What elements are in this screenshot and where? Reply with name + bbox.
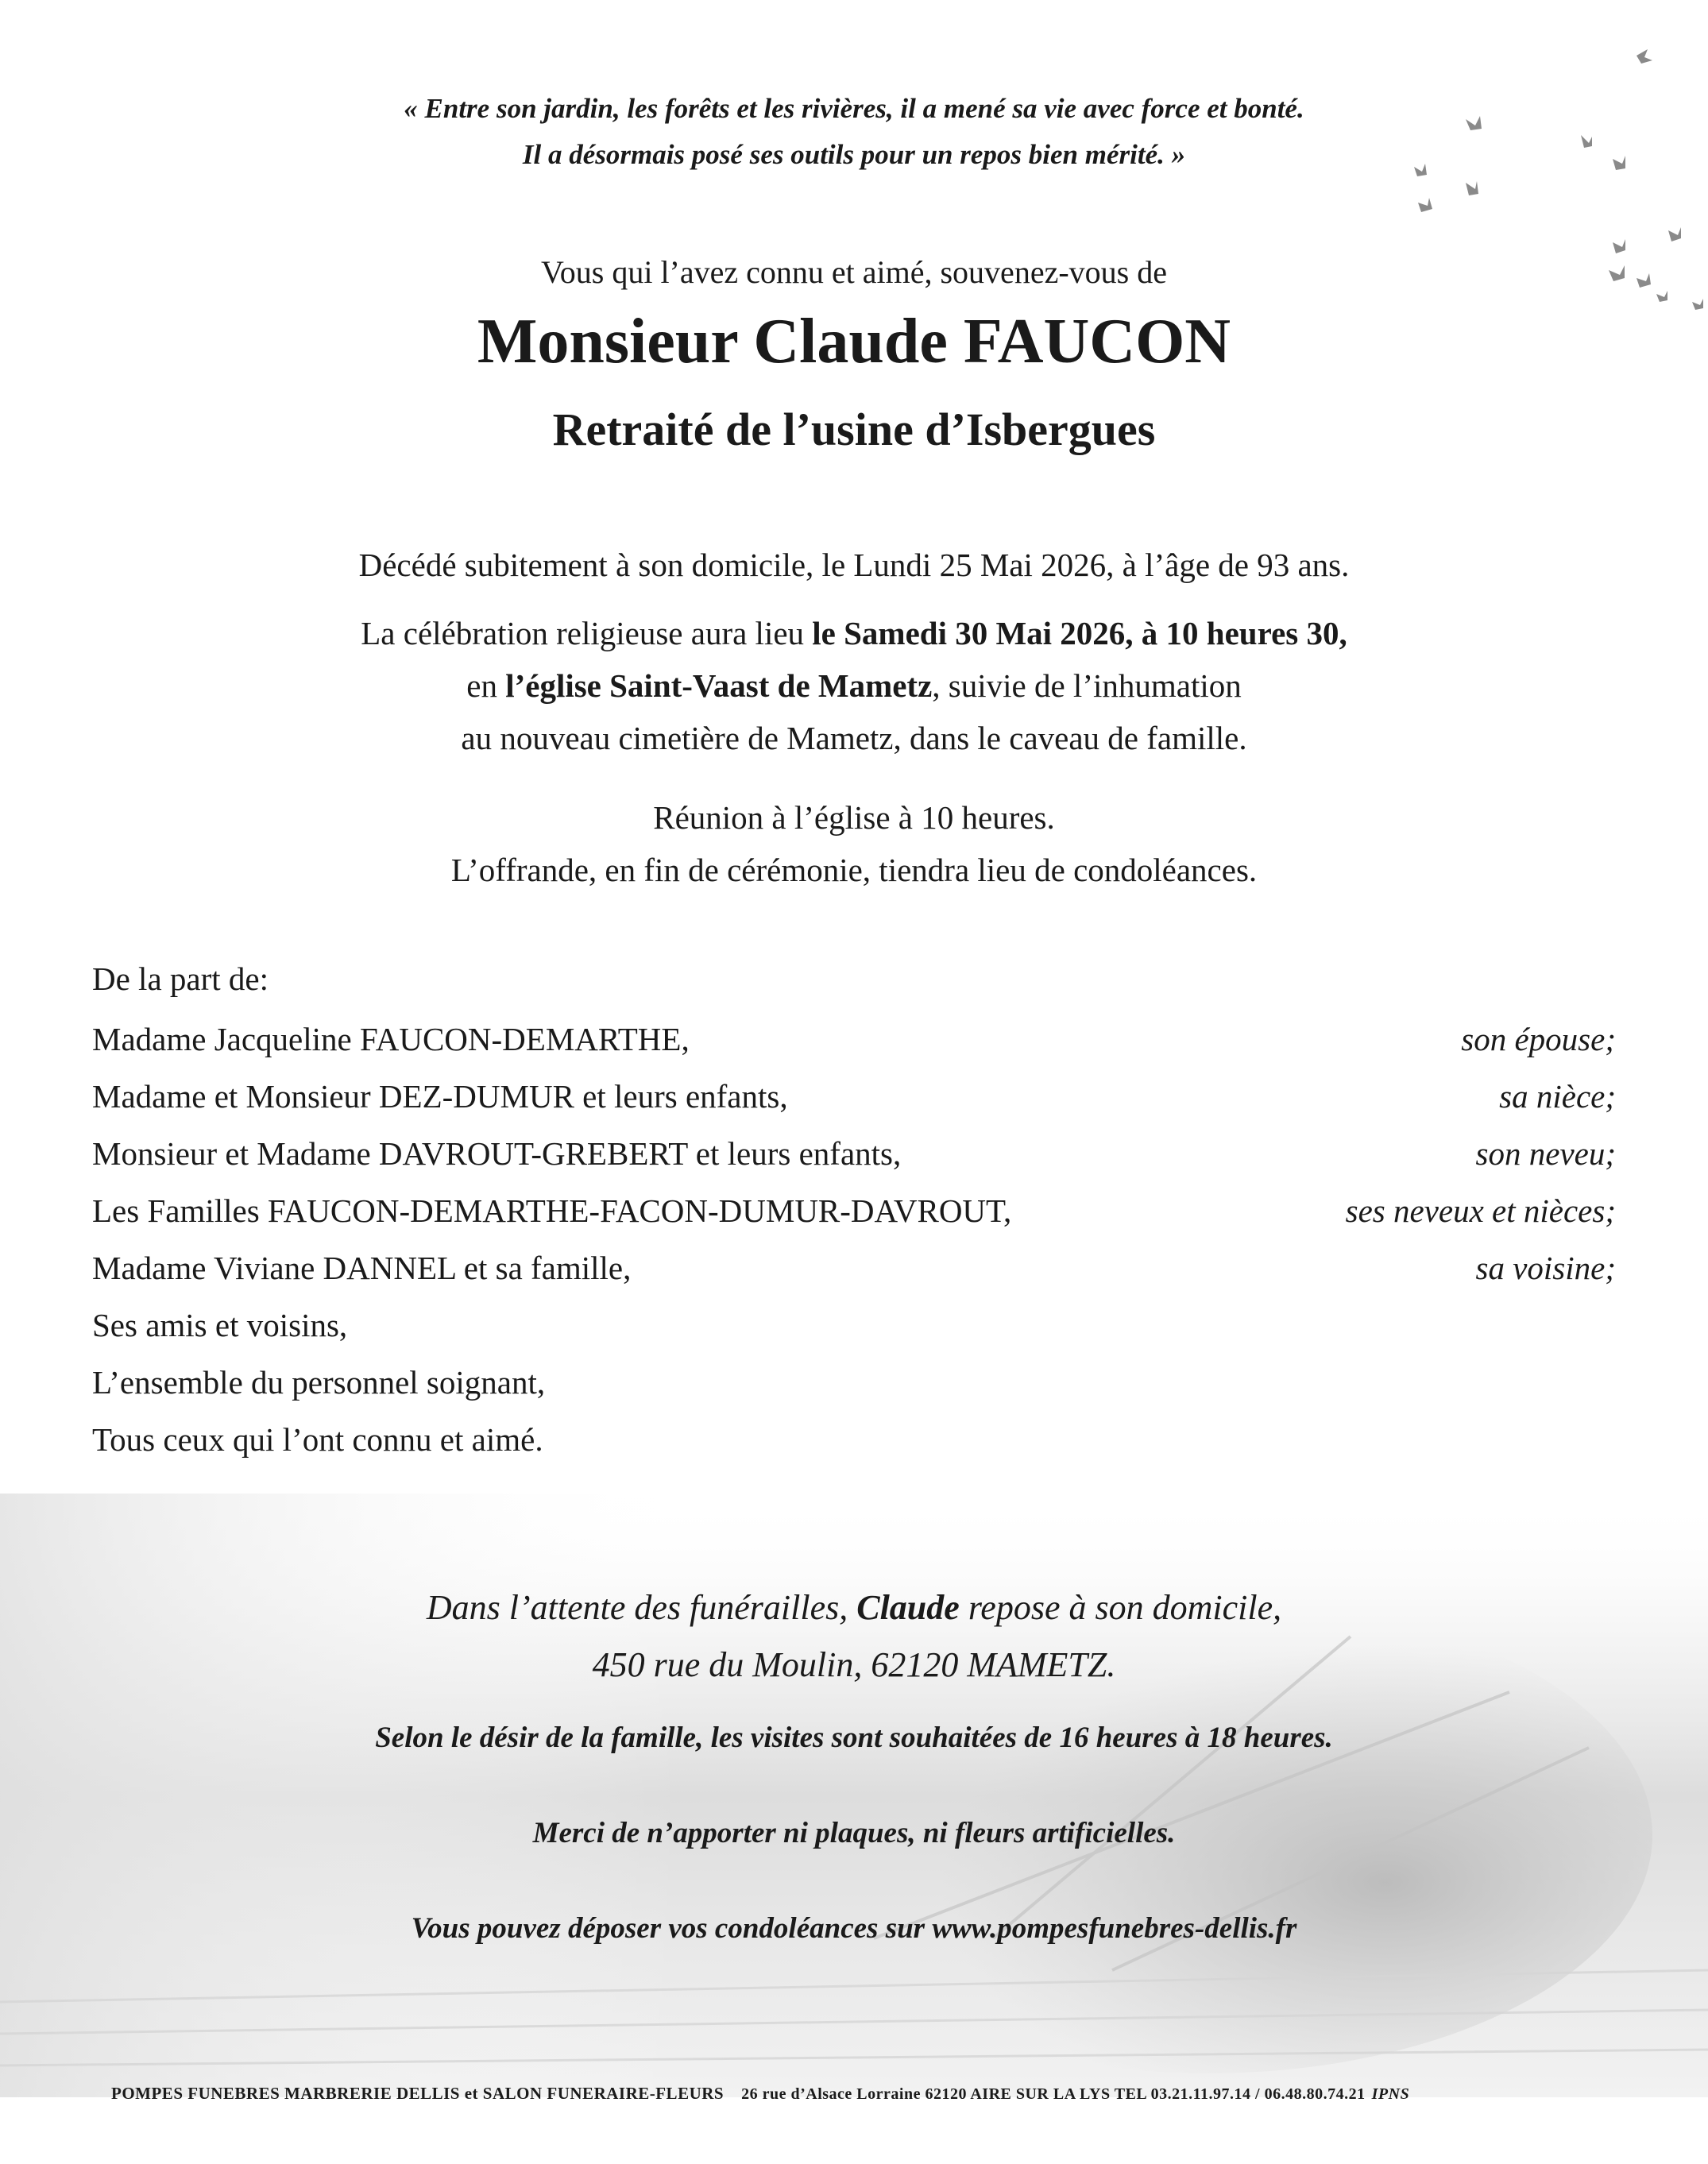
family-member-name: Madame et Monsieur DEZ-DUMUR et leurs enfants, <box>92 1078 788 1115</box>
death-notice: Décédé subitement à son domicile, le Lundi 25 Mai 2026, à l’âge de 93 ans. <box>358 547 1350 583</box>
family-member-name: L’ensemble du personnel soignant, <box>92 1364 546 1401</box>
ceremony-line-3: au nouveau cimetière de Mametz, dans le caveau de famille. <box>461 720 1247 756</box>
family-label: De la part de: <box>92 960 269 997</box>
family-member-name: Monsieur et Madame DAVROUT-GREBERT et leurs enfants, <box>92 1135 902 1172</box>
birds-flying-icon <box>1263 40 1708 342</box>
family-list <box>92 952 1616 1468</box>
family-member-name: Ses amis et voisins, <box>92 1307 348 1343</box>
repose-line-1 <box>0 1579 1708 1637</box>
family-member-name: Madame Viviane DANNEL et sa famille, <box>92 1250 632 1286</box>
family-member-relation: son épouse; <box>1461 1021 1616 1057</box>
ceremony-date: le Samedi 30 Mai 2026, à 10 heures 30, <box>812 615 1347 651</box>
family-member-relation: son neveu; <box>1475 1135 1616 1172</box>
footer-agency: POMPES FUNEBRES MARBRERIE DELLIS et SALON FUNERAIRE-FLEURS <box>111 2084 725 2103</box>
ceremony-line-1 <box>0 607 1708 659</box>
family-row <box>92 1354 1616 1411</box>
reunion-line-2: L’offrande, en fin de cérémonie, tiendra lieu de condoléances. <box>450 852 1258 888</box>
repose-info <box>0 1579 1708 1694</box>
condolences-link-text: Vous pouvez déposer vos condoléances sur www.pompesfunebres-dellis.fr <box>411 1912 1297 1945</box>
family-row <box>92 1068 1616 1125</box>
quote-line-1: « Entre son jardin, les forêts et les rivières, il a mené sa vie avec force et bonté. <box>404 93 1304 124</box>
ceremony-text: en <box>466 667 506 704</box>
family-member-name: Les Familles FAUCON-DEMARTHE-FACON-DUMUR-DAVROUT, <box>92 1192 1012 1229</box>
deceased-subtitle: Retraité de l’usine d’Isbergues <box>552 404 1156 455</box>
deceased-first-name: Claude <box>856 1588 960 1627</box>
family-member-relation: sa voisine; <box>1475 1250 1616 1286</box>
intro-text: Vous qui l’avez connu et aimé, souvenez-vous de <box>541 254 1167 290</box>
family-row <box>92 1011 1616 1068</box>
family-row <box>92 1296 1616 1354</box>
deceased-name: Monsieur Claude FAUCON <box>477 307 1231 377</box>
ceremony-church: l’église Saint-Vaast de Mametz <box>505 667 933 704</box>
reunion-line-1: Réunion à l’église à 10 heures. <box>653 799 1055 836</box>
family-row <box>92 1125 1616 1182</box>
family-row <box>92 1239 1616 1296</box>
ceremony-line-2 <box>0 659 1708 712</box>
family-member-relation: sa nièce; <box>1499 1078 1616 1115</box>
repose-text: repose à son domicile, <box>959 1588 1282 1627</box>
ceremony-text: La célébration religieuse aura lieu <box>361 615 813 651</box>
ceremony-details <box>0 607 1708 764</box>
footer-ipns: IPNS <box>1371 2085 1410 2103</box>
memorial-quote <box>0 86 1708 178</box>
visits-info: Selon le désir de la famille, les visites sont souhaitées de 16 heures à 18 heures. <box>375 1722 1333 1754</box>
family-row <box>92 1182 1616 1239</box>
no-plaques-notice: Merci de n’apporter ni plaques, ni fleurs artificielles. <box>532 1817 1176 1849</box>
family-row <box>92 1411 1616 1468</box>
family-member-name: Tous ceux qui l’ont connu et aimé. <box>92 1421 543 1458</box>
family-member-relation: ses neveux et nièces; <box>1345 1192 1616 1229</box>
footer-address: 26 rue d’Alsace Lorraine 62120 AIRE SUR LA LYS TEL 03.21.11.97.14 / 06.48.80.74.21 <box>741 2085 1366 2103</box>
quote-line-2: Il a désormais posé ses outils pour un repos bien mérité. » <box>522 139 1186 170</box>
repose-text: Dans l’attente des funérailles, <box>426 1588 857 1627</box>
footer <box>111 2081 1621 2106</box>
family-member-name: Madame Jacqueline FAUCON-DEMARTHE, <box>92 1021 690 1057</box>
ceremony-text: , suivie de l’inhumation <box>932 667 1242 704</box>
repose-address: 450 rue du Moulin, 62120 MAMETZ. <box>592 1645 1116 1684</box>
reunion-info <box>0 791 1708 896</box>
